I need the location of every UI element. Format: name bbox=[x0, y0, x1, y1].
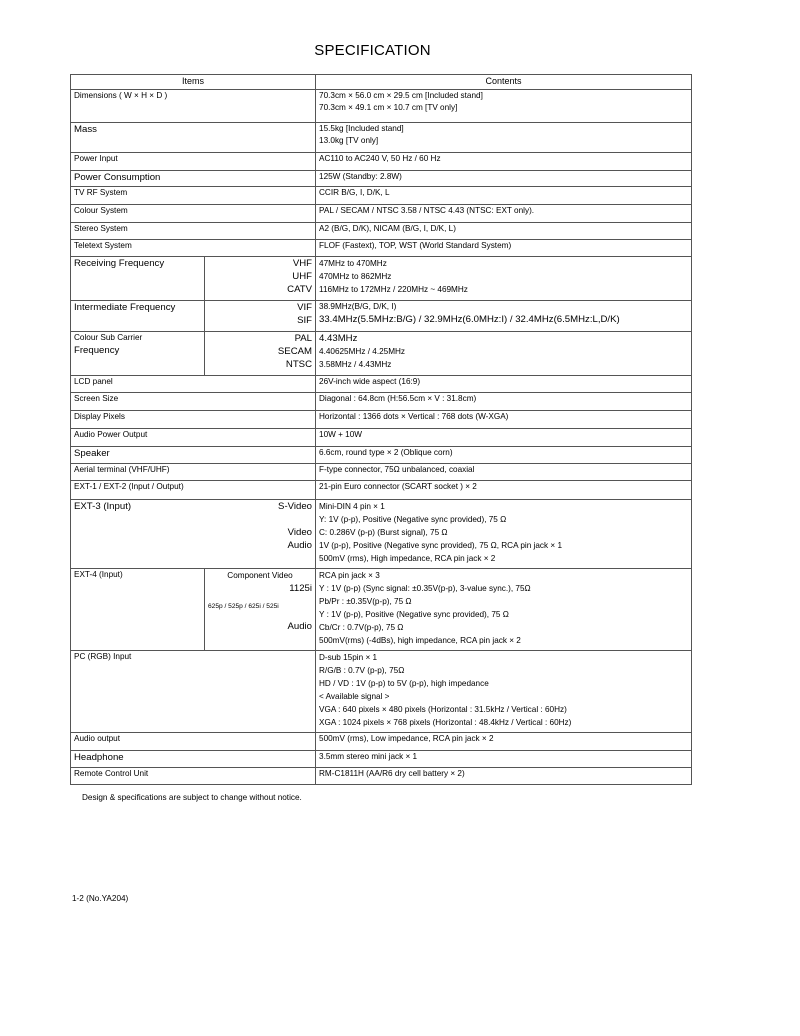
content-receiving-frequency bbox=[316, 257, 692, 301]
table-row bbox=[71, 187, 692, 205]
content-line: 4.40625MHz / 4.25MHz bbox=[319, 347, 406, 356]
item-stereo-system: Stereo System bbox=[71, 223, 316, 240]
content-teletext-system: FLOF (Fastext), TOP, WST (World Standard System) bbox=[316, 240, 692, 257]
content-line: 13.0kg [TV only] bbox=[319, 136, 379, 145]
content-line: RCA pin jack × 3 bbox=[319, 571, 380, 580]
content-line: 4.43MHz bbox=[319, 333, 358, 344]
item-pc-rgb-input: PC (RGB) Input bbox=[71, 651, 316, 733]
content-line: HD / VD : 1V (p-p) to 5V (p-p), high impedance bbox=[319, 679, 489, 688]
table-row bbox=[71, 411, 692, 429]
sub-label: VIF bbox=[297, 302, 313, 313]
items-header: Items bbox=[71, 75, 316, 90]
item-power-input: Power Input bbox=[71, 153, 316, 171]
content-power-input: AC110 to AC240 V, 50 Hz / 60 Hz bbox=[316, 153, 692, 171]
content-remote-control-unit: RM-C1811H (AA/R6 dry cell battery × 2) bbox=[316, 768, 692, 785]
content-line: 500mV(rms) (-4dBs), high impedance, RCA pin jack × 2 bbox=[319, 636, 521, 645]
item-line: Frequency bbox=[74, 345, 120, 356]
sub-label: S-Video bbox=[278, 501, 313, 512]
table-row bbox=[71, 153, 692, 171]
item-mass: Mass bbox=[71, 123, 316, 153]
content-screen-size: Diagonal : 64.8cm (H:56.5cm × V : 31.8cm) bbox=[316, 393, 692, 411]
item-teletext-system: Teletext System bbox=[71, 240, 316, 257]
content-ext4 bbox=[316, 569, 692, 651]
specification-table bbox=[70, 74, 692, 785]
sub-label: CATV bbox=[287, 284, 313, 295]
item-dimensions: Dimensions ( W × H × D ) bbox=[71, 90, 316, 123]
content-ext1-ext2: 21-pin Euro connector (SCART socket ) × 2 bbox=[316, 481, 692, 500]
sub-label: UHF bbox=[292, 271, 313, 282]
content-line: Pb/Pr : ±0.35V(p-p), 75 Ω bbox=[319, 597, 412, 606]
item-screen-size: Screen Size bbox=[71, 393, 316, 411]
item-ext4: EXT-4 (Input) bbox=[71, 569, 205, 651]
content-line: 47MHz to 470MHz bbox=[319, 259, 387, 268]
sub-label: SECAM bbox=[277, 346, 313, 357]
content-line: 116MHz to 172MHz / 220MHz ~ 469MHz bbox=[319, 285, 468, 294]
sub-label: PAL bbox=[294, 333, 313, 344]
content-line: Y: 1V (p-p), Positive (Negative sync provided), 75 Ω bbox=[319, 515, 507, 524]
sub-label: 1125i bbox=[289, 583, 313, 594]
sub-label: 625p / 525p / 625i / 525i bbox=[208, 603, 279, 610]
content-line: R/G/B : 0.7V (p-p), 75Ω bbox=[319, 666, 405, 675]
table-row bbox=[71, 240, 692, 257]
content-audio-output: 500mV (rms), Low impedance, RCA pin jack × 2 bbox=[316, 733, 692, 751]
sub-colour-sub-carrier bbox=[205, 332, 316, 376]
table-row bbox=[71, 768, 692, 785]
content-lcd-panel: 26V-inch wide aspect (16:9) bbox=[316, 376, 692, 393]
page-footer: 1-2 (No.YA204) bbox=[72, 894, 129, 903]
sub-label: Audio bbox=[287, 540, 313, 551]
item-audio-output: Audio output bbox=[71, 733, 316, 751]
content-speaker: 6.6cm, round type × 2 (Oblique corn) bbox=[316, 447, 692, 464]
table-row bbox=[71, 90, 692, 123]
sub-ext3 bbox=[205, 500, 316, 569]
sub-label: Audio bbox=[287, 621, 313, 632]
table-row bbox=[71, 332, 692, 376]
content-line: 470MHz to 862MHz bbox=[319, 272, 392, 281]
content-tv-rf-system: CCIR B/G, I, D/K, L bbox=[316, 187, 692, 205]
content-dimensions bbox=[316, 90, 692, 123]
page-title: SPECIFICATION bbox=[314, 42, 431, 59]
sub-label: Video bbox=[287, 527, 313, 538]
item-audio-power-output: Audio Power Output bbox=[71, 429, 316, 447]
content-audio-power-output: 10W + 10W bbox=[316, 429, 692, 447]
sub-receiving-frequency bbox=[205, 257, 316, 301]
sub-label: VHF bbox=[292, 258, 313, 269]
content-line: 70.3cm × 56.0 cm × 29.5 cm [Included stand] bbox=[319, 91, 483, 100]
content-line: 1V (p-p), Positive (Negative sync provided), 75 Ω, RCA pin jack × 1 bbox=[319, 541, 562, 550]
table-row bbox=[71, 171, 692, 187]
sub-label: Component Video bbox=[227, 571, 293, 580]
content-line: Y : 1V (p-p), Positive (Negative sync provided), 75 Ω bbox=[319, 610, 509, 619]
content-line: 38.9MHz(B/G, D/K, I) bbox=[319, 302, 397, 311]
table-row bbox=[71, 464, 692, 481]
table-row bbox=[71, 500, 692, 569]
table-row bbox=[71, 429, 692, 447]
table-row bbox=[71, 205, 692, 223]
content-line: Mini-DIN 4 pin × 1 bbox=[319, 502, 385, 511]
content-line: 500mV (rms), High impedance, RCA pin jack × 2 bbox=[319, 554, 496, 563]
table-row bbox=[71, 257, 692, 301]
table-row bbox=[71, 481, 692, 500]
table-row bbox=[71, 376, 692, 393]
content-line: D-sub 15pin × 1 bbox=[319, 653, 378, 662]
content-line: 33.4MHz(5.5MHz:B/G) / 32.9MHz(6.0MHz:I) / 32.4MHz(6.5MHz:L,D/K) bbox=[319, 314, 620, 325]
item-headphone: Headphone bbox=[71, 751, 316, 768]
item-tv-rf-system: TV RF System bbox=[71, 187, 316, 205]
item-lcd-panel: LCD panel bbox=[71, 376, 316, 393]
content-stereo-system: A2 (B/G, D/K), NICAM (B/G, I, D/K, L) bbox=[316, 223, 692, 240]
table-header-row bbox=[71, 75, 692, 90]
content-line: C: 0.286V (p-p) (Burst signal), 75 Ω bbox=[319, 528, 448, 537]
table-row bbox=[71, 223, 692, 240]
content-pc-rgb-input bbox=[316, 651, 692, 733]
item-colour-sub-carrier bbox=[71, 332, 205, 376]
sub-label: SIF bbox=[297, 315, 313, 326]
content-line: Cb/Cr : 0.7V(p-p), 75 Ω bbox=[319, 623, 404, 632]
item-aerial-terminal: Aerial terminal (VHF/UHF) bbox=[71, 464, 316, 481]
table-row bbox=[71, 393, 692, 411]
content-power-consumption: 125W (Standby: 2.8W) bbox=[316, 171, 692, 187]
item-colour-system: Colour System bbox=[71, 205, 316, 223]
content-intermediate-frequency bbox=[316, 301, 692, 332]
content-line: 70.3cm × 49.1 cm × 10.7 cm [TV only] bbox=[319, 103, 458, 112]
content-line: VGA : 640 pixels × 480 pixels (Horizontal : 31.5kHz / Vertical : 60Hz) bbox=[319, 705, 567, 714]
item-remote-control-unit: Remote Control Unit bbox=[71, 768, 316, 785]
item-power-consumption: Power Consumption bbox=[71, 171, 316, 187]
content-display-pixels: Horizontal : 1366 dots × Vertical : 768 dots (W-XGA) bbox=[316, 411, 692, 429]
disclaimer-note: Design & specifications are subject to change without notice. bbox=[82, 793, 302, 802]
item-line: Colour Sub Carrier bbox=[74, 333, 143, 342]
contents-header: Contents bbox=[316, 75, 692, 90]
table-row bbox=[71, 447, 692, 464]
content-colour-sub-carrier bbox=[316, 332, 692, 376]
content-line: 15.5kg [Included stand] bbox=[319, 124, 404, 133]
table-row bbox=[71, 569, 692, 651]
item-receiving-frequency: Receiving Frequency bbox=[71, 257, 205, 301]
content-ext3 bbox=[316, 500, 692, 569]
content-line: < Available signal > bbox=[319, 692, 390, 701]
table-row bbox=[71, 301, 692, 332]
content-line: XGA : 1024 pixels × 768 pixels (Horizontal : 48.4kHz / Vertical : 60Hz) bbox=[319, 718, 572, 727]
table-row bbox=[71, 651, 692, 733]
table-row bbox=[71, 751, 692, 768]
content-aerial-terminal: F-type connector, 75Ω unbalanced, coaxial bbox=[316, 464, 692, 481]
content-headphone: 3.5mm stereo mini jack × 1 bbox=[316, 751, 692, 768]
item-ext1-ext2: EXT-1 / EXT-2 (Input / Output) bbox=[71, 481, 316, 500]
content-line: Y : 1V (p-p) (Sync signal: ±0.35V(p-p), 3-value sync.), 75Ω bbox=[319, 584, 531, 593]
sub-label: NTSC bbox=[285, 359, 313, 370]
item-intermediate-frequency: Intermediate Frequency bbox=[71, 301, 205, 332]
item-ext3: EXT-3 (Input) bbox=[71, 500, 205, 569]
content-colour-system: PAL / SECAM / NTSC 3.58 / NTSC 4.43 (NTSC: EXT only). bbox=[316, 205, 692, 223]
item-display-pixels: Display Pixels bbox=[71, 411, 316, 429]
sub-ext4 bbox=[205, 569, 316, 651]
sub-intermediate-frequency bbox=[205, 301, 316, 332]
content-line: 3.58MHz / 4.43MHz bbox=[319, 360, 392, 369]
item-speaker: Speaker bbox=[71, 447, 316, 464]
table-row bbox=[71, 123, 692, 153]
content-mass bbox=[316, 123, 692, 153]
table-row bbox=[71, 733, 692, 751]
